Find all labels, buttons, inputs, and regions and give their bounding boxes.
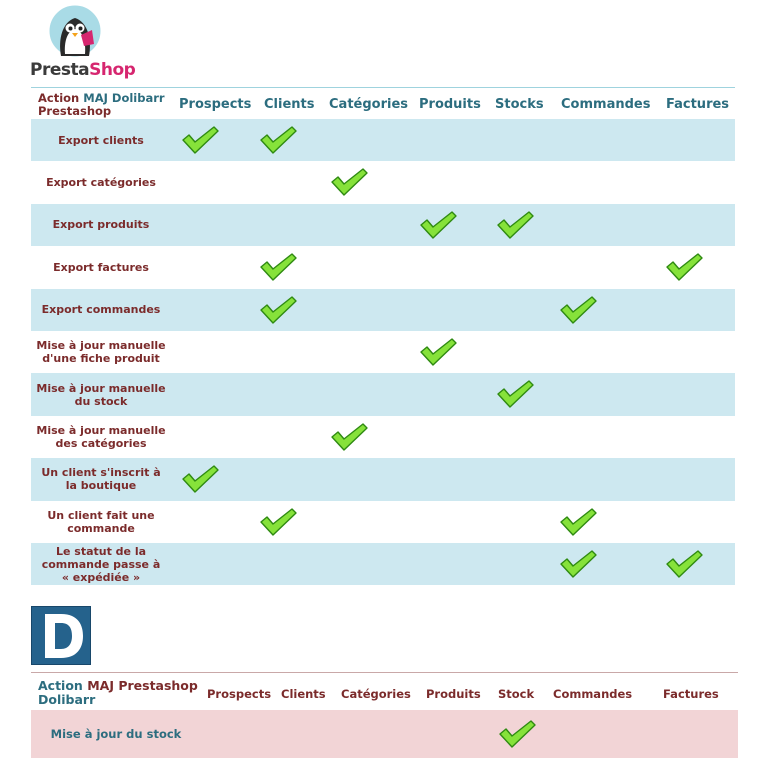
table-body	[31, 119, 735, 585]
row-label-line: Mise à jour manuelle	[36, 339, 166, 353]
checkmark-icon	[498, 720, 536, 748]
row-label-line: Mise à jour manuelle	[36, 381, 166, 395]
checkmark-icon	[559, 296, 597, 324]
row-label-line: Le statut de la	[55, 544, 147, 558]
row-label-line: Export catégories	[46, 176, 156, 190]
checkmark-icon	[181, 465, 219, 493]
row-action-label	[31, 543, 171, 585]
table-header	[31, 88, 735, 119]
row-label-line: Un client s'inscrit à	[41, 466, 161, 480]
row-label-line: commande passe à	[41, 557, 161, 571]
table-row	[31, 204, 735, 246]
row-label-line: la boutique	[65, 479, 137, 493]
table-row	[31, 501, 735, 543]
dolibarr-logo	[31, 606, 91, 665]
column-header-clients: Clients	[281, 687, 326, 701]
row-label-line: Export commandes	[41, 303, 161, 317]
prestashop-penguin-icon	[48, 4, 102, 58]
row-action-label	[31, 246, 171, 288]
checkmark-icon	[330, 168, 368, 196]
row-label-line: Export factures	[53, 260, 149, 274]
row-action-label	[31, 161, 171, 203]
table-row	[31, 373, 735, 415]
checkmark-icon	[419, 211, 457, 239]
checkmark-icon	[496, 211, 534, 239]
row-action-label	[31, 373, 171, 415]
column-header-commandes: Commandes	[553, 687, 633, 701]
column-header-produits: Produits	[426, 687, 481, 701]
table-body	[31, 710, 738, 758]
table-row	[31, 246, 735, 288]
table-row	[31, 543, 735, 585]
row-action-label	[31, 501, 171, 543]
checkmark-icon	[259, 296, 297, 324]
checkmark-icon	[330, 423, 368, 451]
row-action-label	[31, 458, 171, 500]
checkmark-icon	[665, 550, 703, 578]
checkmark-icon	[559, 508, 597, 536]
column-header-produits: Produits	[419, 97, 481, 112]
checkmark-icon	[665, 253, 703, 281]
dolibarr-sync-table	[31, 672, 738, 758]
column-header-stocks: Stocks	[495, 97, 544, 112]
column-header-stock: Stock	[498, 687, 535, 701]
table-row	[31, 119, 735, 161]
row-label-line: d'une fiche produit	[42, 352, 160, 366]
row-label-line: Mise à jour du stock	[50, 727, 182, 741]
checkmark-icon	[259, 126, 297, 154]
row-label-line: commande	[67, 521, 135, 535]
column-header-categories: Catégories	[341, 687, 411, 701]
column-header-clients: Clients	[264, 97, 315, 112]
table-row	[31, 331, 735, 373]
checkmark-icon	[496, 380, 534, 408]
action-header: Action MAJ Prestashop Dolibarr	[38, 678, 198, 707]
row-label-line: Export clients	[58, 133, 144, 147]
row-action-label	[31, 710, 201, 758]
checkmark-icon	[259, 508, 297, 536]
column-header-categories: Catégories	[329, 97, 409, 112]
row-label-line: « expédiée »	[61, 570, 141, 584]
row-label-line: des catégories	[55, 436, 147, 450]
row-action-label	[31, 119, 171, 161]
row-action-label	[31, 289, 171, 331]
row-label-line: Export produits	[52, 218, 150, 232]
table-row	[31, 416, 735, 458]
checkmark-icon	[181, 126, 219, 154]
row-action-label	[31, 331, 171, 373]
table-row	[31, 161, 735, 203]
row-action-label	[31, 416, 171, 458]
column-header-factures: Factures	[666, 97, 730, 112]
column-header-prospects: Prospects	[207, 687, 272, 701]
prestashop-wordmark: PrestaShop	[30, 60, 136, 80]
table-row	[31, 458, 735, 500]
prestashop-logo	[30, 4, 136, 80]
row-label-line: Mise à jour manuelle	[36, 423, 166, 437]
row-label-line: Un client fait une	[47, 508, 155, 522]
action-header: Action MAJ Dolibarr Prestashop	[38, 91, 165, 118]
checkmark-icon	[419, 338, 457, 366]
column-header-factures: Factures	[663, 687, 719, 701]
checkmark-icon	[259, 253, 297, 281]
table-row	[31, 710, 738, 758]
checkmark-icon	[559, 550, 597, 578]
table-header	[31, 673, 738, 710]
column-header-prospects: Prospects	[179, 97, 252, 112]
table-row	[31, 289, 735, 331]
row-action-label	[31, 204, 171, 246]
column-header-commandes: Commandes	[561, 97, 651, 112]
prestashop-sync-table	[31, 87, 735, 585]
row-label-line: du stock	[74, 394, 128, 408]
